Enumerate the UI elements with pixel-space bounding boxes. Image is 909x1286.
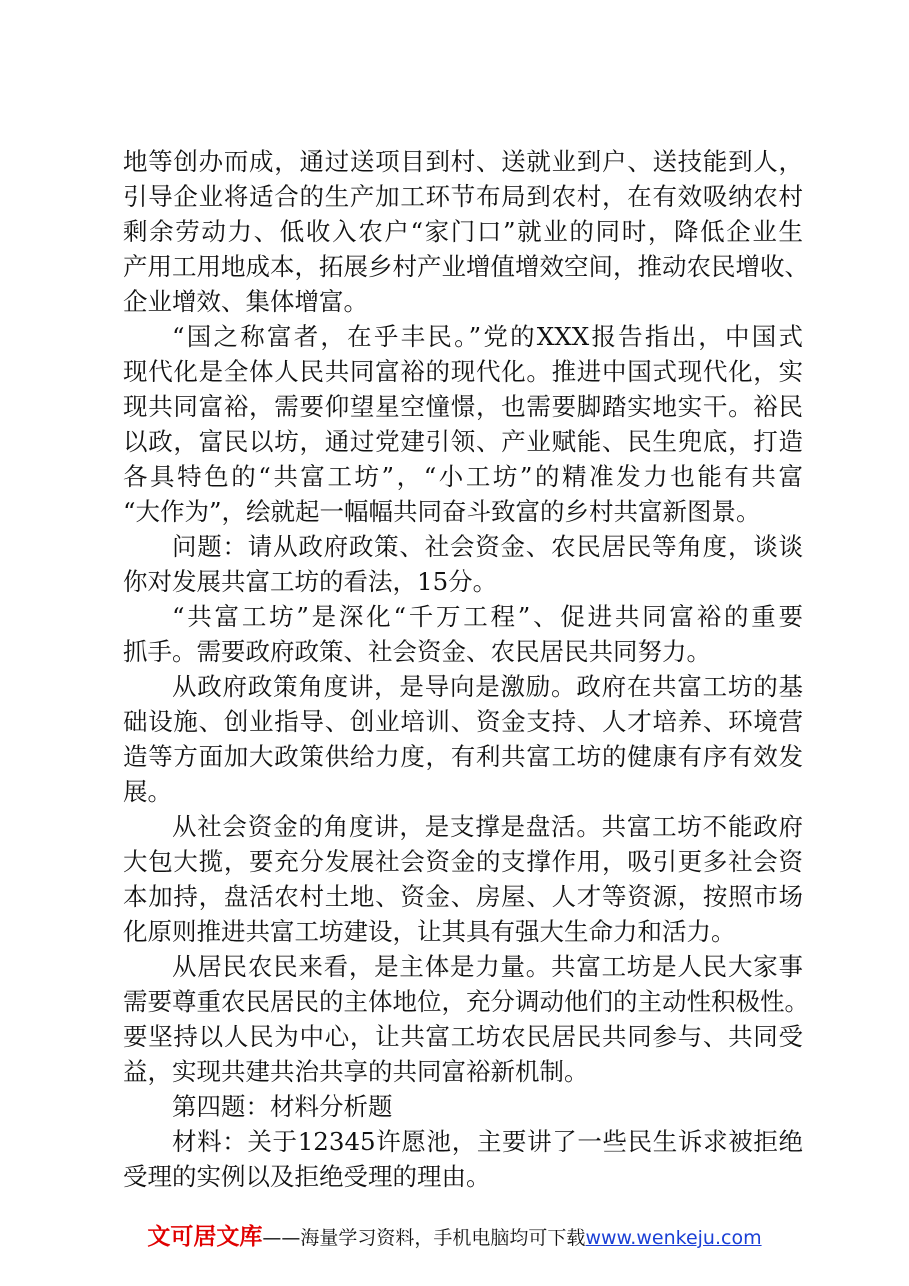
- text-line: 础设施、创业指导、创业培训、资金支持、人才培养、环境营: [123, 707, 803, 736]
- text-line: 益，实现共建共治共享的共同富裕新机制。: [123, 1057, 589, 1086]
- text-line: 造等方面加大政策供给力度，有利共富工坊的健康有序有效发: [123, 742, 803, 771]
- footer-brand: 文可居文库: [147, 1224, 263, 1250]
- text-line: 现共同富裕，需要仰望星空憧憬，也需要脚踏实地实干。裕民: [123, 392, 803, 421]
- paragraph-first-line: “共富工坊”是深化“千万工程”、促进共同富裕的重要: [172, 602, 803, 631]
- text-line: 要坚持以人民为中心，让共富工坊农民居民共同参与、共同受: [123, 1022, 803, 1051]
- text-line: 本加持，盘活农村土地、资金、房屋、人才等资源，按照市场: [123, 882, 803, 911]
- text-line: 地等创办而成，通过送项目到村、送就业到户、送技能到人，: [123, 147, 803, 176]
- text-line: 以政，富民以坊，通过党建引领、产业赋能、民生兜底，打造: [123, 427, 803, 456]
- text-line: 引导企业将适合的生产加工环节布局到农村，在有效吸纳农村: [123, 182, 803, 211]
- footer-banner: [0, 1218, 909, 1251]
- text-line: 剩余劳动力、低收入农户“家门口”就业的同时，降低企业生: [123, 217, 803, 246]
- footer-tagline: ——海量学习资料，手机电脑均可下载: [262, 1227, 586, 1249]
- text-line: 现代化是全体人民共同富裕的现代化。推进中国式现代化，实: [123, 357, 803, 386]
- paragraph-first-line: “国之称富者，在乎丰民。”党的XXX报告指出，中国式: [172, 322, 803, 351]
- paragraph-first-line: 从社会资金的角度讲，是支撑是盘活。共富工坊不能政府: [172, 812, 803, 841]
- section-heading: 第四题：材料分析题: [172, 1092, 393, 1121]
- text-line: 企业增效、集体增富。: [123, 287, 368, 316]
- text-line: 产用工用地成本，拓展乡村产业增值增效空间，推动农民增收、: [123, 252, 809, 281]
- text-line: 受理的实例以及拒绝受理的理由。: [123, 1162, 491, 1191]
- text-line: 大包大揽，要充分发展社会资金的支撑作用，吸引更多社会资: [123, 847, 803, 876]
- text-line: “大作为”，绘就起一幅幅共同奋斗致富的乡村共富新图景。: [123, 497, 761, 526]
- question-line: 问题：请从政府政策、社会资金、农民居民等角度，谈谈: [172, 532, 803, 561]
- text-line: 展。: [123, 777, 172, 806]
- paragraph-first-line: 从政府政策角度讲，是导向是激励。政府在共富工坊的基: [172, 672, 803, 701]
- text-line: 需要尊重农民居民的主体地位，充分调动他们的主动性积极性。: [123, 987, 809, 1016]
- footer-site-link[interactable]: www.wenkeju.com: [585, 1227, 762, 1249]
- text-line: 抓手。需要政府政策、社会资金、农民居民共同努力。: [123, 637, 711, 666]
- text-line: 各具特色的“共富工坊”，“小工坊”的精准发力也能有共富: [123, 462, 803, 491]
- text-line: 你对发展共富工坊的看法，15分。: [123, 567, 498, 596]
- paragraph-first-line: 材料：关于12345许愿池，主要讲了一些民生诉求被拒绝: [172, 1127, 803, 1156]
- text-line: 化原则推进共富工坊建设，让其具有强大生命力和活力。: [123, 917, 736, 946]
- paragraph-first-line: 从居民农民来看，是主体是力量。共富工坊是人民大家事: [172, 952, 803, 981]
